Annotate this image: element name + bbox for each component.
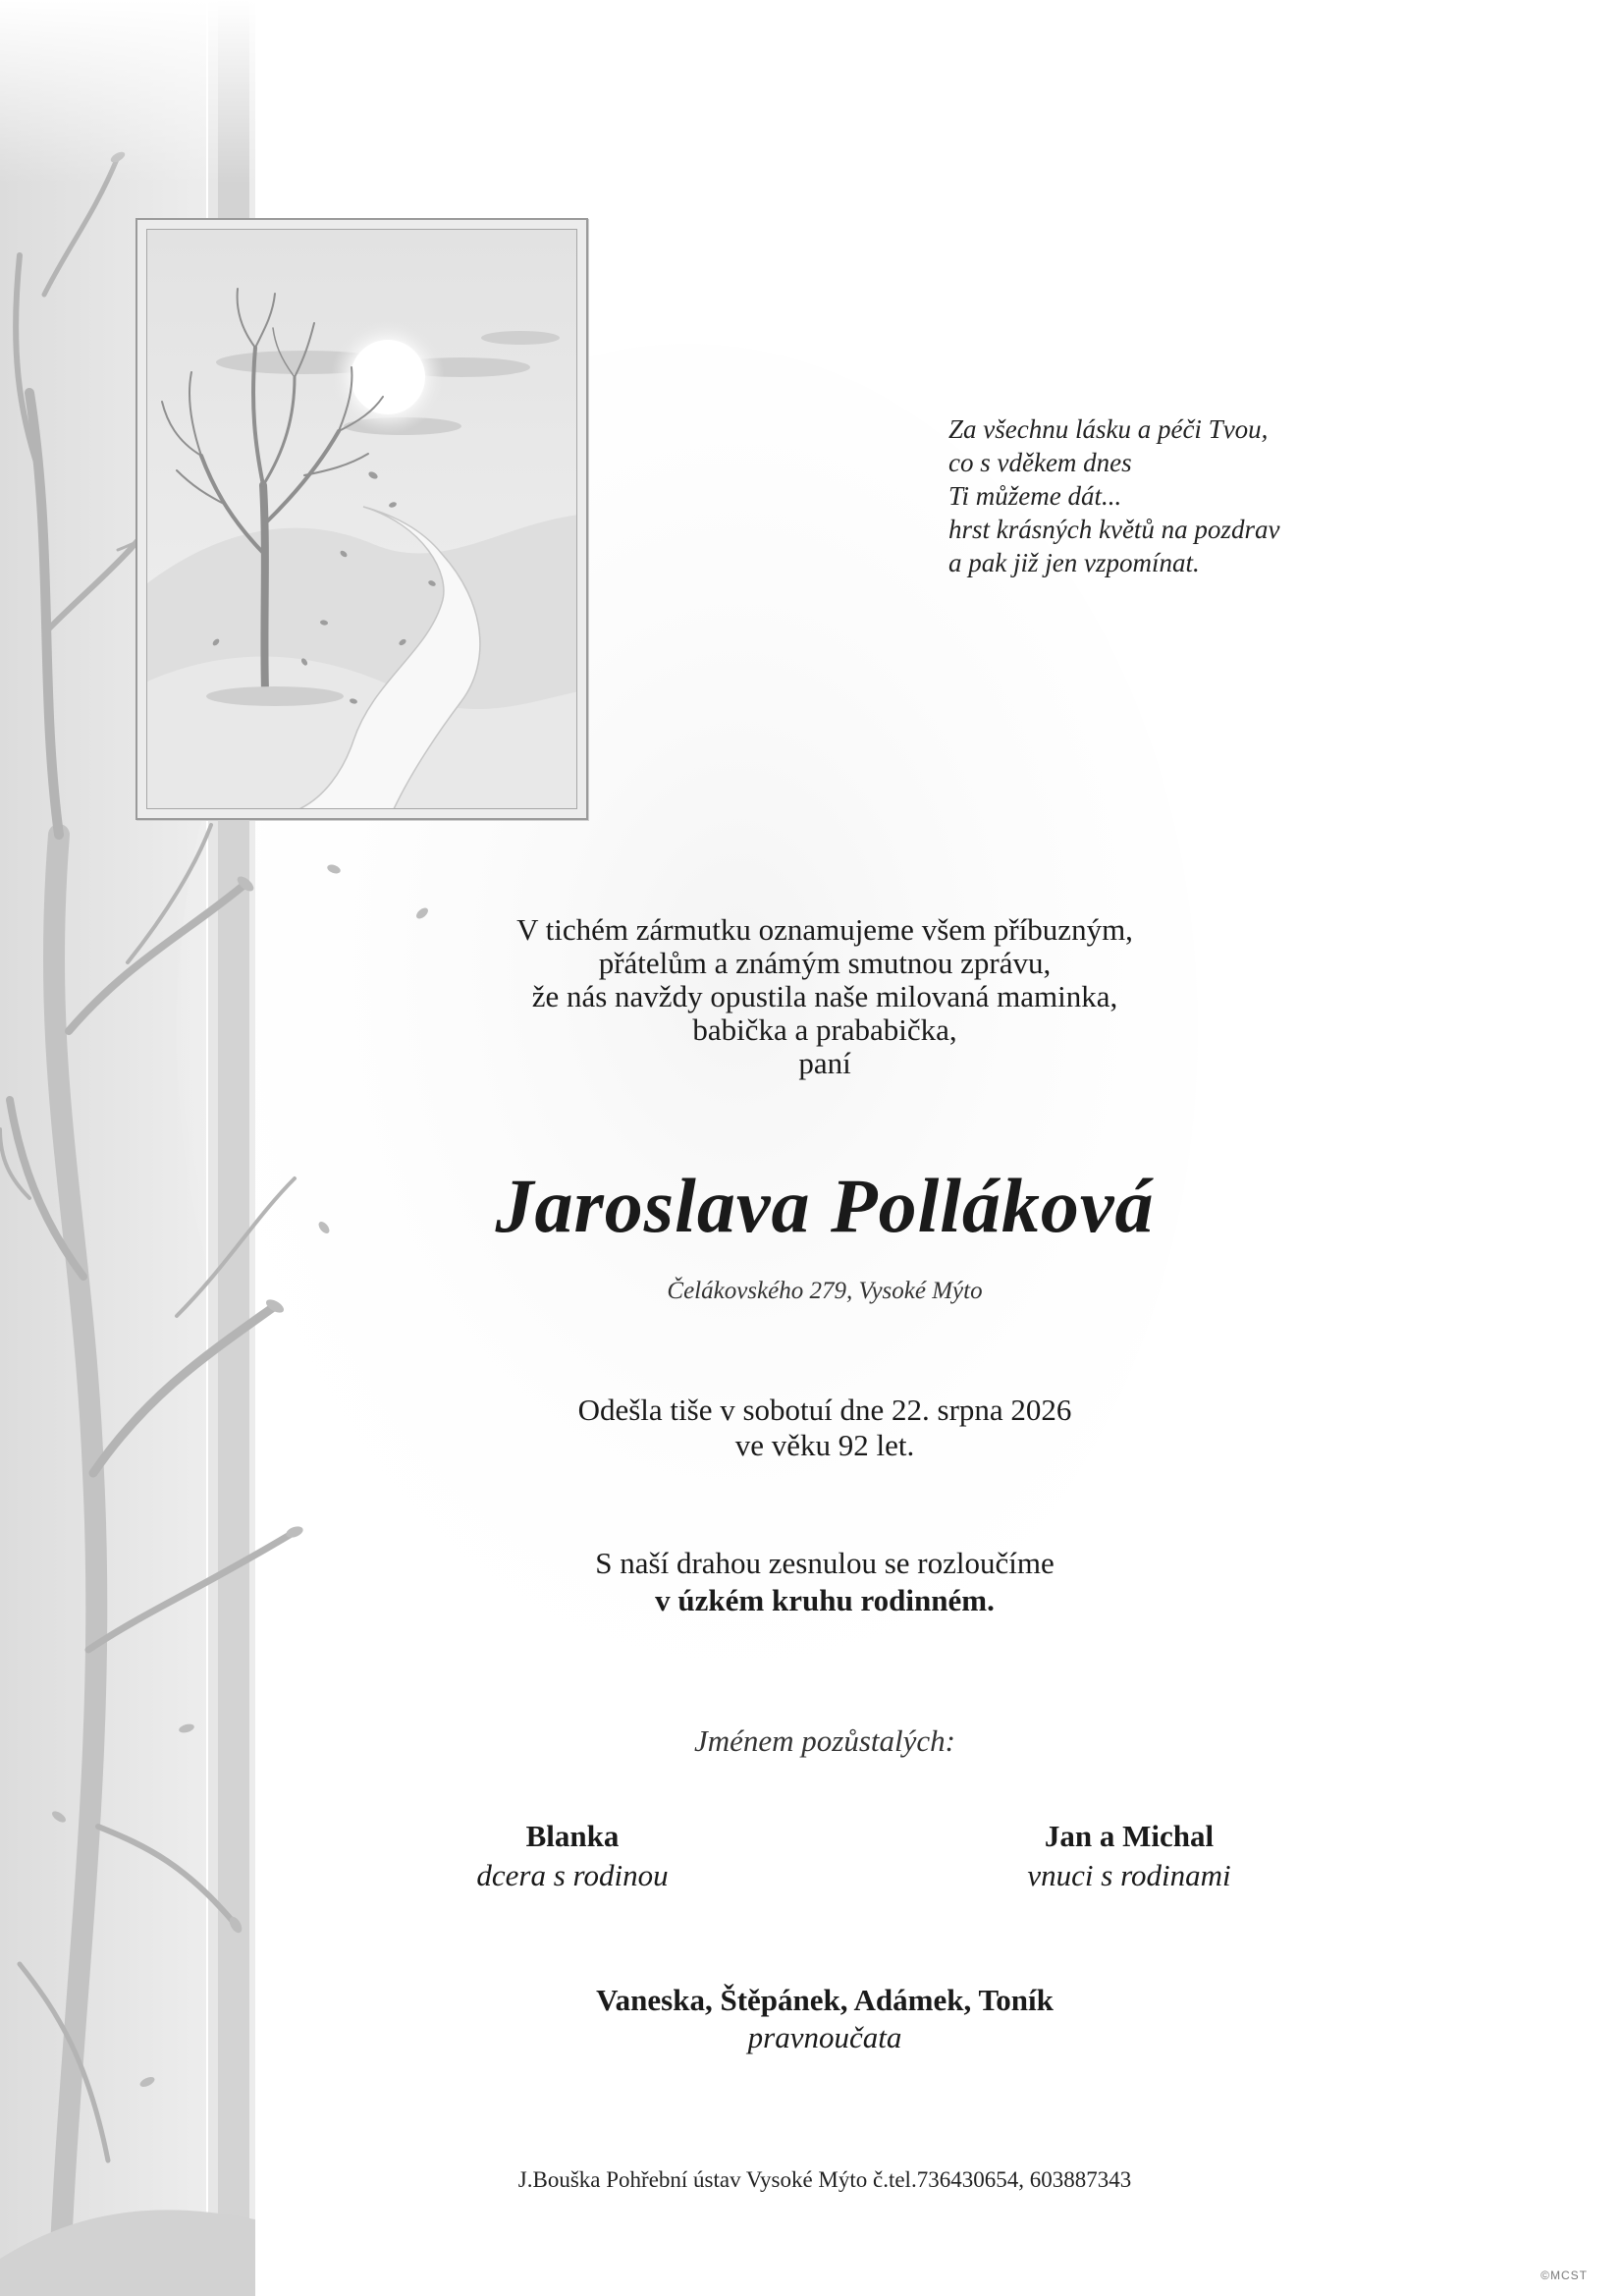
- death-announcement: [393, 913, 1257, 1080]
- funeral-home-contact: J.Bouška Pohřební ústav Vysoké Mýto č.tel.736430654, 603887343: [517, 2167, 1132, 2192]
- farewell-notice: [393, 1545, 1257, 1619]
- great-grandchildren-relation: pravnoučata: [747, 2020, 902, 2054]
- memorial-picture-frame: [135, 218, 588, 820]
- poem-line: a pak již jen vzpomínat.: [948, 548, 1200, 577]
- announcement-line: V tichém zármutku oznamujeme všem příbuzným,: [516, 912, 1133, 947]
- copyright-mark: ©MCST: [1541, 2269, 1588, 2282]
- on-behalf-heading: Jménem pozůstalých:: [694, 1723, 955, 1758]
- mourner-group: [396, 1817, 749, 1895]
- mourner-relation: vnuci s rodinami: [1027, 1858, 1231, 1892]
- deceased-address: Čelákovského 279, Vysoké Mýto: [667, 1278, 983, 1304]
- announcement-line: babička a prababička,: [692, 1012, 957, 1047]
- death-date-line: Odešla tiše v sobotuí dne 22. srpna 2026: [577, 1393, 1072, 1427]
- poem-line: Za všechnu lásku a péči Tvou,: [948, 414, 1269, 444]
- memorial-picture: [146, 229, 577, 809]
- mourner-group: [952, 1817, 1306, 1895]
- mourner-names: Blanka: [525, 1819, 620, 1853]
- announcement-line: přátelům a známým smutnou zprávu,: [598, 946, 1052, 980]
- memorial-poem: [948, 412, 1361, 579]
- farewell-private-ceremony: v úzkém kruhu rodinném.: [655, 1583, 995, 1617]
- poem-line: hrst krásných květů na pozdrav: [948, 515, 1280, 544]
- poem-line: Ti můžeme dát...: [948, 481, 1122, 511]
- death-info: [393, 1393, 1257, 1463]
- great-grandchildren-names: Vaneska, Štěpánek, Adámek, Toník: [596, 1983, 1054, 2017]
- mourner-names: Jan a Michal: [1044, 1819, 1215, 1853]
- death-age-line: ve věku 92 let.: [734, 1428, 915, 1462]
- announcement-line: že nás navždy opustila naše milovaná maminka,: [531, 979, 1118, 1013]
- mourner-relation: dcera s rodinou: [476, 1858, 669, 1892]
- great-grandchildren: [393, 1982, 1257, 2056]
- deceased-name: Jaroslava Polláková: [495, 1163, 1155, 1248]
- announcement-line: paní: [798, 1046, 851, 1080]
- farewell-line: S naší drahou zesnulou se rozloučíme: [595, 1546, 1055, 1580]
- poem-line: co s vděkem dnes: [948, 448, 1132, 477]
